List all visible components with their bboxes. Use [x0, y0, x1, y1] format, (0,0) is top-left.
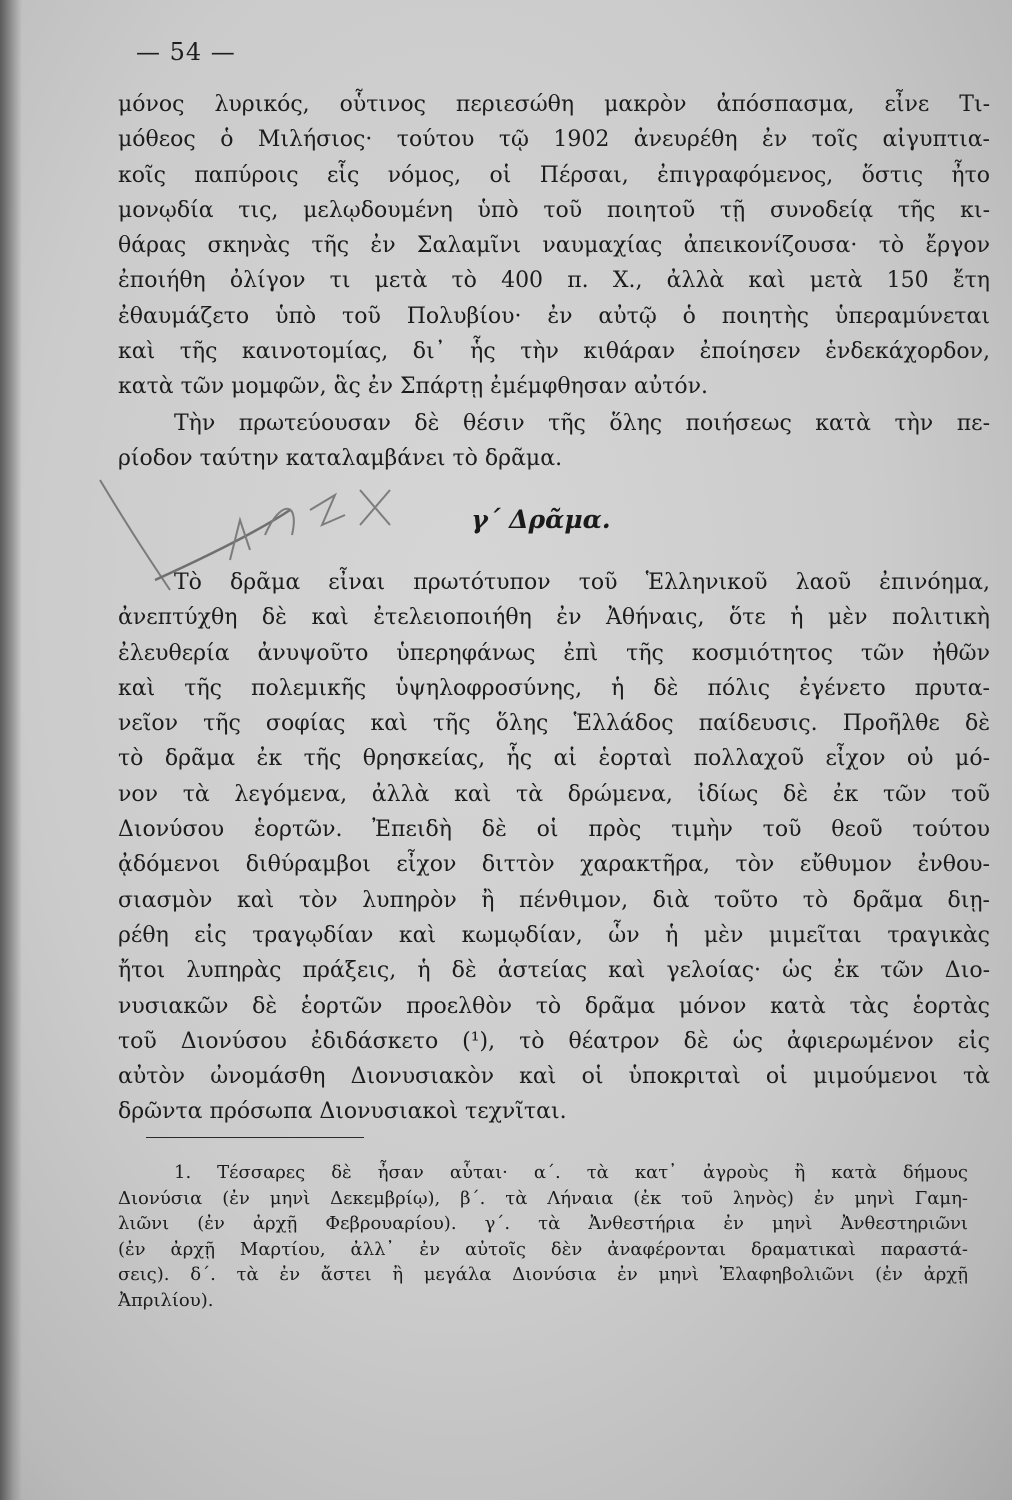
text-line: καὶ τῆς καινοτομίας, δι᾽ ἧς τὴν κιθάραν ἐποίησεν ἑνδεκάχορδον, [118, 339, 990, 365]
text-line: νεῖον τῆς σοφίας καὶ τῆς ὅλης Ἑλλάδος παίδευσις. Προῆλθε δὲ [118, 711, 990, 737]
footnote-divider [146, 1137, 364, 1138]
text-line: δρῶντα πρόσωπα Διονυσιακοὶ τεχνῖται. [118, 1099, 567, 1125]
text-line: ρέθη εἰς τραγῳδίαν καὶ κωμῳδίαν, ὧν ἡ μὲν μιμεῖται τραγικὰς [118, 922, 990, 948]
text-line: ἀνεπτύχθη δὲ καὶ ἐτελειοποιήθη ἐν Ἀθήναις, ὅτε ἡ μὲν πολιτικὴ [118, 605, 990, 631]
text-line: σιασμὸν καὶ τὸν λυπηρὸν ἢ πένθιμον, διὰ τοῦτο τὸ δρᾶμα διῃ- [118, 887, 990, 913]
footnote-line: (ἐν ἀρχῇ Μαρτίου, ἀλλ᾽ ἐν αὐτοῖς δὲν ἀναφέρονται δραματικαὶ παραστά- [118, 1238, 968, 1260]
text-line: Τὴν πρωτεύουσαν δὲ θέσιν τῆς ὅλης ποιήσεως κατὰ τὴν πε- [174, 411, 990, 436]
page-number: — 54 — [136, 38, 236, 66]
text-line: τὸ δρᾶμα ἐκ τῆς θρησκείας, ἧς αἱ ἑορταὶ πολλαχοῦ εἶχον οὐ μό- [118, 746, 990, 772]
paragraph-drama [118, 565, 990, 1130]
text-line: ρίοδον ταύτην καταλαμβάνει τὸ δρᾶμα. [118, 446, 563, 472]
text-line: ᾀδόμενοι διθύραμβοι εἶχον διττὸν χαρακτῆρα, τὸν εὔθυμον ἐνθου- [118, 852, 990, 878]
text-line: τοῦ Διονύσου ἐδιδάσκετο (¹), τὸ θέατρον δὲ ὡς ἀφιερωμένον εἰς [118, 1028, 990, 1054]
footnote-line: λιῶνι (ἐν ἀρχῇ Φεβρουαρίου). γ΄. τὰ Ἀνθεστήρια ἐν μηνὶ Ἀνθεστηριῶνι [118, 1213, 968, 1234]
footnote [118, 1160, 968, 1313]
text-line: θάρας σκηνὰς τῆς ἐν Σαλαμῖνι ναυμαχίας ἀπεικονίζουσα· τὸ ἔργον [118, 233, 990, 259]
text-line: νυσιακῶν δὲ ἑορτῶν προελθὸν τὸ δρᾶμα μόνον κατὰ τὰς ἑορτὰς [118, 993, 990, 1019]
text-line: Διονύσου ἑορτῶν. Ἐπειδὴ δὲ οἱ πρὸς τιμὴν τοῦ θεοῦ τούτου [118, 817, 990, 843]
footnote-line: Ἀπριλίου). [118, 1289, 214, 1311]
text-line: ἐποιήθη ὀλίγον τι μετὰ τὸ 400 π. Χ., ἀλλὰ καὶ μετὰ 150 ἔτη [118, 268, 990, 294]
paragraph-timotheos [118, 87, 990, 405]
text-line: ἐθαυμάζετο ὑπὸ τοῦ Πολυβίου· ἐν αὐτῷ ὁ ποιητὴς ὑπεραμύνεται [118, 303, 990, 329]
text-line: μόνος λυρικός, οὗτινος περιεσώθη μακρὸν ἀπόσπασμα, εἶνε Τι- [118, 92, 990, 117]
text-line: Τὸ δρᾶμα εἶναι πρωτότυπον τοῦ Ἑλληνικοῦ λαοῦ ἐπινόημα, [174, 570, 990, 595]
text-line: ἐλευθερία ἀνυψοῦτο ὑπερηφάνως ἐπὶ τῆς κοσμιότητος τῶν ἠθῶν [118, 640, 990, 666]
text-line: μονῳδία τις, μελῳδουμένη ὑπὸ τοῦ ποιητοῦ τῇ συνοδείᾳ τῆς κι- [118, 197, 990, 223]
footnote-line: Διονύσια (ἐν μηνὶ Δεκεμβρίῳ), β΄. τὰ Λήναια (ἐκ τοῦ ληνὸς) ἐν μηνὶ Γαμη- [118, 1187, 968, 1209]
text-line: κοῖς παπύροις εἷς νόμος, οἱ Πέρσαι, ἐπιγραφόμενος, ὅστις ἦτο [118, 162, 990, 188]
text-line: κατὰ τῶν μομφῶν, ἃς ἐν Σπάρτῃ ἐμέμφθησαν αὐτόν. [118, 374, 709, 400]
section-heading: γ΄ Δρᾶμα. [471, 505, 611, 534]
footnote-line: 1. Τέσσαρες δὲ ἦσαν αὗται· α΄. τὰ κατ᾽ ἀγροὺς ἢ κατὰ δήμους [174, 1162, 968, 1183]
text-line: αὐτὸν ὠνομάσθη Διονυσιακὸν καὶ οἱ ὑποκριταὶ οἱ μιμούμενοι τὰ [118, 1064, 990, 1090]
text-line: νον τὰ λεγόμενα, ἀλλὰ καὶ τὰ δρώμενα, ἰδίως δὲ ἐκ τῶν τοῦ [118, 781, 990, 807]
footnote-line: σεις). δ΄. τὰ ἐν ἄστει ἢ μεγάλα Διονύσια ἐν μηνὶ Ἐλαφηβολιῶνι (ἐν ἀρχῇ [118, 1264, 968, 1285]
text-line: ἤτοι λυπηρὰς πράξεις, ἡ δὲ ἀστείας καὶ γελοίας· ὡς ἐκ τῶν Διο- [118, 958, 990, 984]
text-line: μόθεος ὁ Μιλήσιος· τούτου τῷ 1902 ἀνευρέθη ἐν τοῖς αἰγυπτια- [118, 127, 990, 153]
page-binding-shadow [0, 0, 22, 1500]
text-line: καὶ τῆς πολεμικῆς ὑψηλοφροσύνης, ἡ δὲ πόλις ἐγένετο πρυτα- [118, 675, 990, 701]
